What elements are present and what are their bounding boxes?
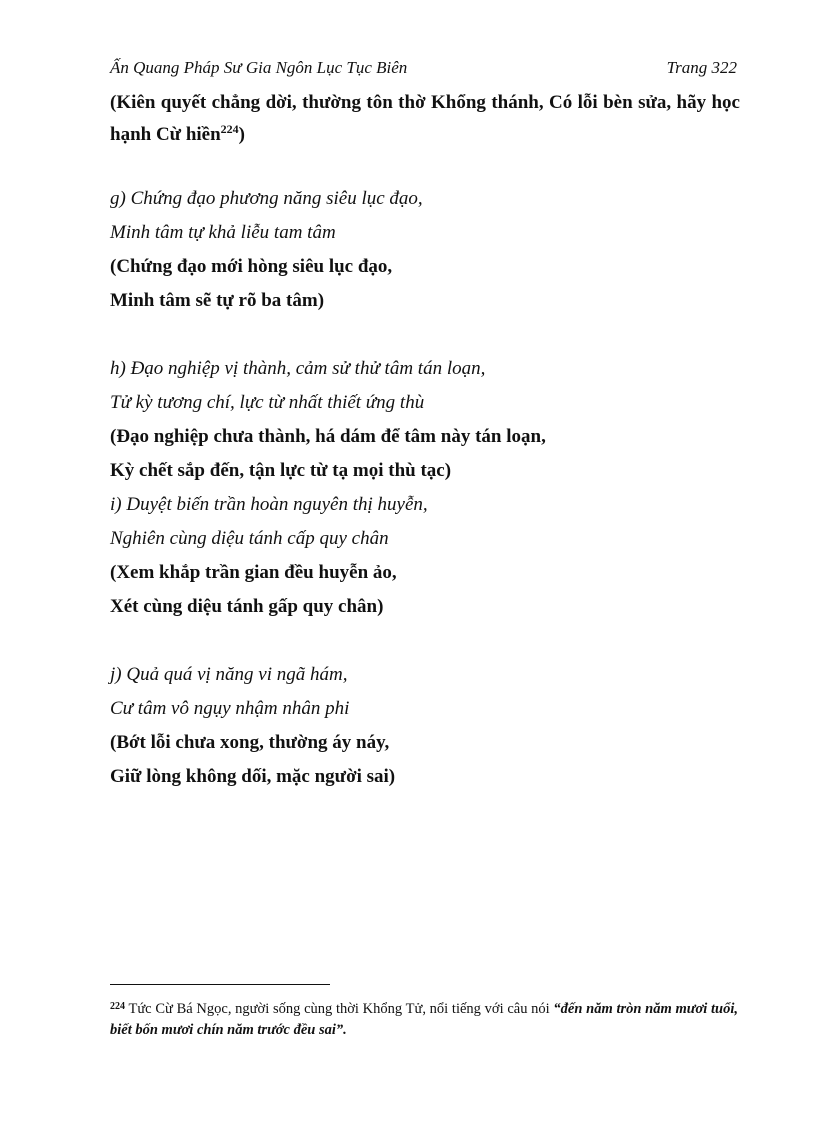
intro-text: (Kiên quyết chẳng dời, thường tôn thờ Khổng thánh, Có lỗi bèn sửa, hãy học hạnh Cừ hiền [110,92,740,145]
stanza-i-original-line-2: Nghiên cùng diệu tánh cấp quy chân [110,528,389,549]
book-title: Ấn Quang Pháp Sư Gia Ngôn Lục Tục Biên [110,58,408,77]
stanza-g-original-line-2: Minh tâm tự khả liễu tam tâm [110,222,336,243]
footnote-reference[interactable]: 224 [220,122,239,136]
intro-tail: ) [238,124,245,145]
page-header [110,58,737,78]
intro-paragraph [110,90,740,148]
stanza-i-translation-line-1: (Xem khắp trần gian đều huyễn ảo, [110,562,397,583]
stanza-j-original-line-2: Cư tâm vô ngụy nhậm nhân phi [110,698,350,719]
stanza-h-original-line-2: Tử kỳ tương chí, lực từ nhất thiết ứng thù [110,392,425,413]
footnote-separator [110,984,330,985]
footnote-quote: “đến năm tròn năm mươi tuổi, biết bốn mươi chín năm trước đều sai”. [110,1001,738,1038]
footnote [110,996,738,1041]
stanza-g-translation-line-2: Minh tâm sẽ tự rõ ba tâm) [110,290,325,311]
stanza-g-original-line-1: g) Chứng đạo phương năng siêu lục đạo, [110,188,423,209]
stanza-h-translation-line-2: Kỳ chết sắp đến, tận lực từ tạ mọi thù tạc) [110,460,452,481]
stanza-j-translation-line-2: Giữ lòng không dối, mặc người sai) [110,766,396,787]
page-number: Trang 322 [666,58,737,77]
stanza-g-translation-line-1: (Chứng đạo mới hòng siêu lục đạo, [110,256,393,277]
footnote-text: Tức Cừ Bá Ngọc, người sống cùng thời Khổng Tử, nổi tiếng với câu nói [128,1001,554,1017]
stanza-h-translation-line-1: (Đạo nghiệp chưa thành, há dám để tâm này tán loạn, [110,426,546,447]
stanza-i-original-line-1: i) Duyệt biến trần hoàn nguyên thị huyễn, [110,494,428,515]
stanza-j-translation-line-1: (Bớt lỗi chưa xong, thường áy náy, [110,732,390,753]
stanza-j-original-line-1: j) Quả quá vị năng vi ngã hám, [110,664,348,685]
footnote-number: 224 [110,1001,125,1012]
stanza-h-original-line-1: h) Đạo nghiệp vị thành, cảm sử thử tâm tán loạn, [110,358,486,379]
page-body [110,90,740,790]
stanza-i-translation-line-2: Xét cùng diệu tánh gấp quy chân) [110,596,384,617]
